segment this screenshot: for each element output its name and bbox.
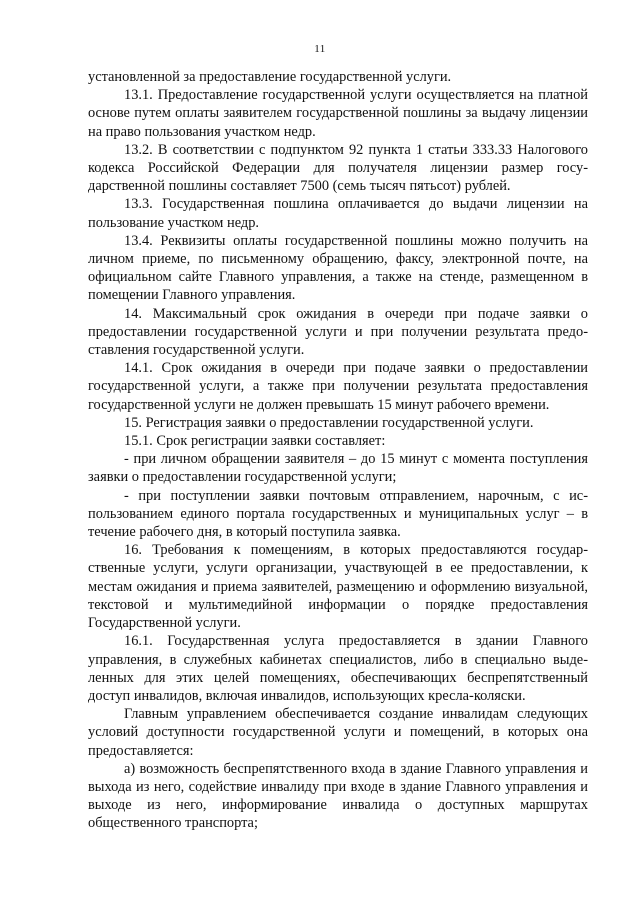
paragraph: Главным управлением обеспечивается создание инвалидам следующих условий доступности государственной услуги и помещений, в которых она предоставляется: [88,706,588,759]
paragraph: - при поступлении заявки почтовым отправлением, нарочным, с использованием единого портала государственных и муниципальных услуг – в течение рабочего дня, в который поступила заявка. [88,487,588,541]
paragraph: 13.2. В соответствии с подпунктом 92 пункта 1 статьи 333.33 Налогового кодекса Российской Федерации для получателя лицензии размер государственной пошлины составляет 7500 (семь тысяч пятьсот) рублей. [88,141,588,195]
paragraph: 15. Регистрация заявки о предоставлении государственной услуги. [124,414,534,431]
paragraph: 16. Требования к помещениям, в которых предоставляются государственные услуги, услуги организации, участвующей в ее предоставлении, к местам ожидания и приема заявителей, размещению и оформлению визуальной, текстовой и мультимедийной информации о порядке предоставления Государственной услуги. [88,542,588,632]
page-number: 11 [314,43,326,55]
paragraph: а) возможность беспрепятственного входа в здание Главного управления и выхода из него, содействие инвалиду при входе в здание Главного управления и выходе из него, информирование инвалида о доступных маршрутах общественного транспорта; [88,760,588,832]
document-body [88,68,588,833]
paragraph: - при личном обращении заявителя – до 15 минут с момента поступления заявки о предоставлении государственной услуги; [88,451,588,486]
paragraph: 13.4. Реквизиты оплаты государственной пошлины можно получить на личном приеме, по письменному обращению, факсу, электронной почте, на официальном сайте Главного управления, а также на стенде, размещенном в помещении Главного управления. [88,232,588,304]
paragraph: 15.1. Срок регистрации заявки составляет: [124,433,386,450]
paragraph: 13.3. Государственная пошлина оплачивается до выдачи лицензии на пользование участком недр. [88,196,588,231]
paragraph: 13.1. Предоставление государственной услуги осуществляется на платной основе путем оплаты заявителем государственной пошлины за выдачу лицензии на право пользования участком недр. [88,87,588,140]
paragraph: установленной за предоставление государственной услуги. [88,69,452,85]
paragraph: 14.1. Срок ожидания в очереди при подаче заявки о предоставлении государственной услуги, а также при получении результата предоставления государственной услуги не должен превышать 15 минут рабочего времени. [88,360,588,413]
paragraph: 16.1. Государственная услуга предоставляется в здании Главного управления, в служебных кабинетах специалистов, либо в специально выделенных для этих целей помещениях, обеспечивающих беспрепятственный доступ инвалидов, включая инвалидов, использующих кресла-коляски. [88,633,588,704]
paragraph: 14. Максимальный срок ожидания в очереди при подаче заявки о предоставлении государственной услуги и при получении результата предоставления государственной услуги. [88,305,588,359]
